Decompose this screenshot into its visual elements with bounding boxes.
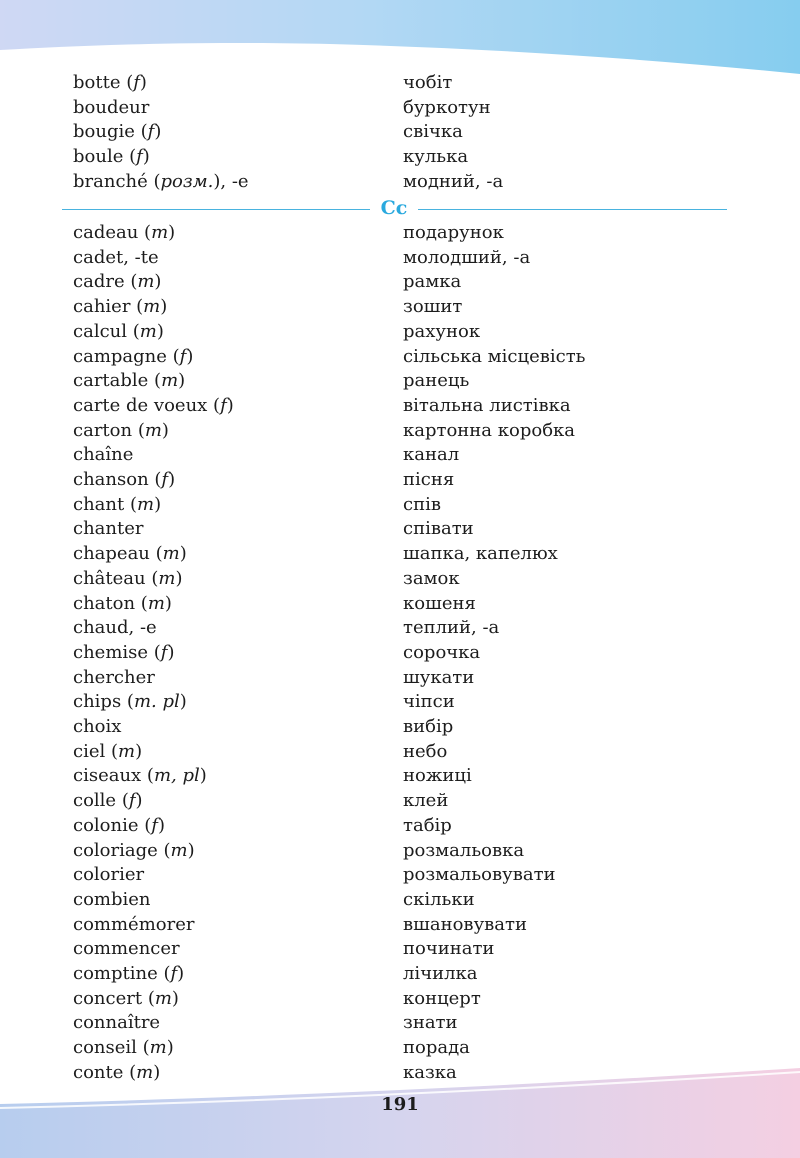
dictionary-entry: [0, 542, 800, 566]
french-term: cahier (m): [73, 296, 168, 318]
dictionary-entry: [0, 740, 800, 764]
french-term: colonie (f): [73, 814, 165, 836]
french-term: [73, 715, 121, 739]
dictionary-entry: [0, 468, 800, 492]
french-term: [73, 246, 159, 270]
ukrainian-translation: рамка: [403, 271, 462, 293]
ukrainian-translation: канал: [403, 444, 460, 466]
ukrainian-translation: клей: [403, 790, 449, 812]
grammar-note: m: [136, 493, 155, 515]
dictionary-entry: [0, 517, 800, 541]
grammar-note: m: [137, 271, 155, 293]
french-term: carte de voeux (f): [73, 394, 234, 416]
french-term: conseil (m): [73, 1037, 174, 1059]
ukrainian-translation: знати: [403, 1012, 458, 1034]
dictionary-entry: [0, 221, 800, 245]
french-term: [73, 913, 194, 937]
headword: chanson: [73, 469, 149, 490]
grammar-note: m: [162, 543, 180, 565]
headword: chaud, -e: [73, 617, 157, 639]
dictionary-entry: [0, 789, 800, 813]
headword: ciel: [73, 740, 106, 762]
divider-line-left: [62, 209, 370, 210]
grammar-note: m. pl: [133, 691, 180, 713]
headword: cadre: [73, 271, 125, 293]
dictionary-entry: [0, 493, 800, 517]
ukrainian-translation: кулька: [403, 146, 469, 168]
dictionary-entry: [0, 145, 800, 169]
french-term: bougie (f): [73, 121, 162, 143]
dictionary-entry: [0, 71, 800, 95]
grammar-note: f: [151, 814, 158, 836]
dictionary-entry: [0, 295, 800, 319]
ukrainian-translation: буркотун: [403, 96, 491, 118]
grammar-note: f: [128, 790, 136, 812]
dictionary-entry: [0, 369, 800, 393]
ukrainian-translation: розмальовувати: [403, 864, 556, 886]
french-term: comptine (f): [73, 963, 185, 984]
ukrainian-translation: подарунок: [403, 222, 504, 243]
headword: cadet, -te: [73, 246, 159, 268]
dictionary-entry: [0, 913, 800, 937]
french-term: cadeau (m): [73, 222, 176, 243]
ukrainian-translation: модний, -а: [403, 170, 504, 192]
ukrainian-translation: картонна коробка: [403, 419, 576, 441]
grammar-note: m: [149, 1037, 167, 1059]
french-term: coloriage (m): [73, 839, 195, 861]
headword: calcul: [73, 320, 127, 342]
dictionary-entry: [0, 863, 800, 887]
dictionary-entry: [0, 616, 800, 640]
divider-line-right: [418, 209, 727, 210]
dictionary-entry: [0, 764, 800, 788]
ukrainian-translation: казка: [403, 1061, 457, 1083]
dictionary-entry: [0, 715, 800, 739]
headword: combien: [73, 888, 151, 910]
french-term: conte (m): [73, 1061, 161, 1083]
headword: cadeau: [73, 222, 139, 243]
french-term: carton (m): [73, 419, 169, 441]
french-term: [73, 443, 133, 467]
french-term: botte (f): [73, 72, 147, 93]
ukrainian-translation: сільська місцевість: [403, 345, 586, 367]
grammar-note: розм.: [160, 170, 214, 192]
ukrainian-translation: шапка, капелюх: [403, 543, 558, 565]
french-term: concert (m): [73, 987, 179, 1009]
headword: commémorer: [73, 913, 195, 935]
dictionary-entry: [0, 962, 800, 986]
headword: concert: [73, 987, 143, 1009]
ukrainian-translation: скільки: [403, 888, 475, 910]
header-band: [0, 0, 800, 74]
headword: branché: [73, 170, 148, 192]
french-term: cadre (m): [73, 271, 162, 293]
grammar-note: m: [139, 320, 157, 342]
headword: chant: [73, 493, 125, 515]
dictionary-entry: [0, 690, 800, 714]
french-term: [73, 616, 157, 640]
headword: boule: [73, 146, 124, 168]
ukrainian-translation: вшановувати: [403, 913, 527, 935]
french-term: boule (f): [73, 146, 150, 168]
french-term: [73, 666, 155, 690]
french-term: branché (розм.), -e: [73, 170, 249, 192]
dictionary-entry: [0, 666, 800, 690]
french-term: ciel (m): [73, 740, 143, 762]
grammar-note: f: [161, 469, 169, 490]
french-term: calcul (m): [73, 320, 164, 342]
headword: chanter: [73, 518, 144, 540]
grammar-note: f: [136, 146, 143, 168]
french-term: [73, 96, 149, 120]
headword: chaîne: [73, 444, 134, 466]
french-term: [73, 888, 151, 912]
headword: conte: [73, 1061, 124, 1083]
dictionary-entry: [0, 170, 800, 194]
ukrainian-translation: вітальна листівка: [403, 394, 571, 416]
ukrainian-translation: теплий, -а: [403, 617, 500, 639]
headword: coloriage: [73, 839, 158, 861]
dictionary-entry: [0, 814, 800, 838]
french-term: ciseaux (m, pl): [73, 765, 207, 787]
page-number: 191: [381, 1094, 419, 1115]
headword: cartable: [73, 370, 149, 392]
headword: carton: [73, 419, 133, 441]
grammar-note: m: [151, 222, 169, 243]
grammar-note: f: [133, 72, 140, 93]
grammar-note: m: [147, 592, 165, 614]
headword: botte: [73, 72, 121, 93]
headword: chaton: [73, 592, 136, 614]
ukrainian-translation: пісня: [403, 469, 455, 490]
headword: château: [73, 567, 146, 589]
french-term: chemise (f): [73, 641, 175, 663]
ukrainian-translation: розмальовка: [403, 839, 525, 861]
dictionary-entry: [0, 1036, 800, 1060]
headword-suffix: , -e: [220, 170, 249, 192]
headword: bougie: [73, 121, 135, 143]
section-divider: [62, 198, 727, 218]
ukrainian-translation: свічка: [403, 121, 463, 143]
dictionary-entry: [0, 443, 800, 467]
ukrainian-translation: чіпси: [403, 691, 455, 713]
grammar-note: f: [147, 121, 155, 143]
dictionary-entry: [0, 120, 800, 144]
grammar-note: f: [220, 394, 227, 416]
french-term: chant (m): [73, 493, 162, 515]
ukrainian-translation: сорочка: [403, 641, 481, 663]
ukrainian-translation: лічилка: [403, 963, 478, 984]
grammar-note: m: [161, 370, 179, 392]
grammar-note: m: [118, 740, 136, 762]
headword: conseil: [73, 1037, 137, 1059]
headword: colorier: [73, 864, 145, 886]
ukrainian-translation: табір: [403, 814, 452, 836]
dictionary-entry: [0, 394, 800, 418]
dictionary-entry: [0, 641, 800, 665]
headword: boudeur: [73, 96, 150, 118]
grammar-note: m: [158, 567, 176, 589]
dictionary-entry: [0, 1011, 800, 1035]
headword: colonie: [73, 814, 139, 836]
dictionary-entry: [0, 345, 800, 369]
ukrainian-translation: концерт: [403, 987, 481, 1009]
french-term: [73, 517, 144, 541]
headword: campagne: [73, 345, 167, 367]
headword: chemise: [73, 641, 149, 663]
french-term: cartable (m): [73, 370, 186, 392]
dictionary-entry: [0, 987, 800, 1011]
french-term: chaton (m): [73, 592, 172, 614]
grammar-note: m: [170, 839, 188, 861]
headword: carte de voeux: [73, 394, 208, 416]
grammar-note: m: [143, 296, 161, 318]
ukrainian-translation: замок: [403, 567, 460, 589]
french-term: campagne (f): [73, 345, 194, 367]
dictionary-entry: [0, 246, 800, 270]
french-term: chapeau (m): [73, 543, 187, 565]
dictionary-entry: [0, 1061, 800, 1085]
grammar-note: m: [144, 419, 162, 441]
dictionary-entry: [0, 888, 800, 912]
headword: comptine: [73, 963, 158, 984]
dictionary-entry: [0, 592, 800, 616]
headword: choix: [73, 716, 122, 737]
french-term: [73, 937, 180, 961]
french-term: colle (f): [73, 790, 143, 812]
ukrainian-translation: кошеня: [403, 592, 476, 614]
dictionary-entry: [0, 96, 800, 120]
french-term: chanson (f): [73, 469, 176, 490]
ukrainian-translation: співати: [403, 518, 474, 540]
headword: colle: [73, 790, 117, 812]
grammar-note: m: [136, 1061, 154, 1083]
dictionary-entry: [0, 937, 800, 961]
ukrainian-translation: починати: [403, 938, 495, 960]
dictionary-entry: [0, 839, 800, 863]
ukrainian-translation: порада: [403, 1037, 470, 1059]
ukrainian-translation: рахунок: [403, 320, 481, 342]
ukrainian-translation: молодший, -а: [403, 246, 531, 268]
ukrainian-translation: спів: [403, 493, 441, 515]
ukrainian-translation: чобіт: [403, 72, 453, 93]
headword: chips: [73, 691, 122, 713]
grammar-note: m, pl: [153, 765, 200, 787]
headword: chercher: [73, 666, 155, 688]
grammar-note: f: [170, 963, 178, 984]
grammar-note: f: [179, 345, 187, 367]
dictionary-entry: [0, 567, 800, 591]
ukrainian-translation: вибір: [403, 716, 454, 737]
ukrainian-translation: зошит: [403, 296, 463, 318]
headword: ciseaux: [73, 765, 142, 787]
headword: connaître: [73, 1012, 161, 1034]
dictionary-entry: [0, 270, 800, 294]
dictionary-entry: [0, 419, 800, 443]
french-term: [73, 1011, 160, 1035]
section-letter: Cc: [380, 197, 408, 219]
ukrainian-translation: ранець: [403, 370, 470, 392]
headword: commencer: [73, 938, 180, 960]
headword: chapeau: [73, 543, 150, 565]
french-term: chips (m. pl): [73, 691, 187, 713]
dictionary-entry: [0, 320, 800, 344]
french-term: château (m): [73, 567, 183, 589]
ukrainian-translation: небо: [403, 740, 448, 762]
french-term: [73, 863, 144, 887]
grammar-note: f: [160, 641, 168, 663]
ukrainian-translation: ножиці: [403, 765, 472, 787]
ukrainian-translation: шукати: [403, 666, 475, 688]
grammar-note: m: [154, 987, 172, 1009]
headword: cahier: [73, 296, 131, 318]
